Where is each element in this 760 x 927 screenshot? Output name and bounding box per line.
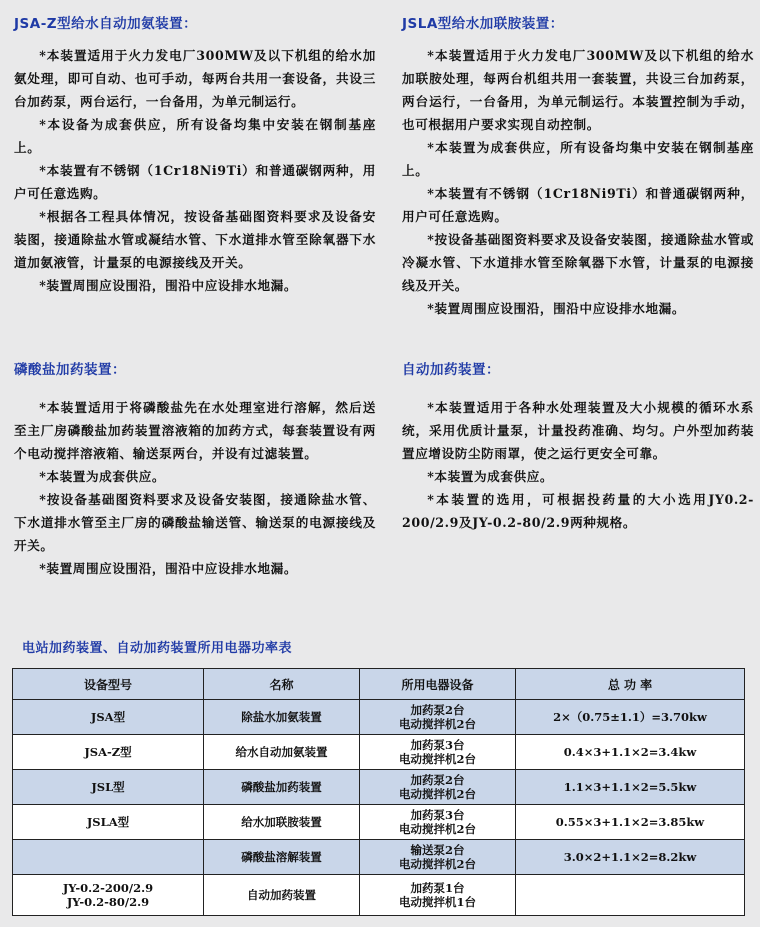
- cell-model: [13, 840, 204, 875]
- paragraph: *本装置适用于将磷酸盐先在水处理室进行溶解，然后送至主厂房磷酸盐加药装置溶液箱的加药方式，每套装置设有两个电动搅拌溶液箱、输送泵两台，并设有过滤装置。: [14, 400, 376, 461]
- section-jsla: [402, 12, 754, 320]
- power-table: [12, 668, 745, 916]
- equip-line: 电动搅拌机2台: [398, 787, 476, 801]
- cell-equipment: [360, 805, 516, 840]
- cell-name: 给水自动加氨装置: [204, 735, 360, 770]
- cell-equipment: [360, 700, 516, 735]
- cell-equipment: [360, 875, 516, 916]
- equip-line: 加药泵3台: [410, 738, 465, 752]
- paragraph: *按设备基础图资料要求及设备安装图，接通除盐水管或冷凝水管、下水道排水管至除氧器下水管，计量泵的电源接线及开关。: [402, 232, 754, 293]
- cell-model: JSLA型: [13, 805, 204, 840]
- header-equipment: 所用电器设备: [360, 669, 516, 700]
- section-title: JSA-Z型给水自动加氨装置：: [14, 16, 198, 32]
- paragraph: *本装置有不锈钢（1Cr18Ni9Ti）和普通碳钢两种，用户可任意选购。: [14, 163, 376, 201]
- cell-power: 3.0×2+1.1×2=8.2kw: [516, 840, 745, 875]
- paragraph: *本装置适用于各种水处理装置及大小规模的循环水系统，采用优质计量泵，计量投药准确、均匀。户外型加药装置应增设防尘防雨罩，使之运行更安全可靠。: [402, 400, 754, 461]
- cell-name: 自动加药装置: [204, 875, 360, 916]
- paragraph: *本装置适用于火力发电厂300MW及以下机组的给水加氨处理，即可自动、也可手动，每两台共用一套设备，共设三台加药泵，两台运行，一台备用，为单元制运行。: [14, 48, 376, 109]
- paragraph: *本装置为成套供应，所有设备均集中安装在钢制基座上。: [402, 140, 754, 178]
- table-row: [13, 875, 745, 916]
- cell-name: 磷酸盐溶解装置: [204, 840, 360, 875]
- table-row: [13, 735, 745, 770]
- paragraph: *按设备基础图资料要求及设备安装图，接通除盐水管、下水道排水管至主厂房的磷酸盐输送管、输送泵的电源接线及开关。: [14, 492, 376, 553]
- cell-equipment: [360, 735, 516, 770]
- section-auto-dosing: [402, 358, 754, 534]
- paragraph: *本装置为成套供应。: [39, 469, 166, 484]
- equip-line: 加药泵3台: [410, 808, 465, 822]
- paragraph: *本装置有不锈钢（1Cr18Ni9Ti）和普通碳钢两种，用户可任意选购。: [402, 186, 754, 224]
- header-power: 总 功 率: [516, 669, 745, 700]
- equip-line: 输送泵2台: [410, 843, 465, 857]
- equip-line: 加药泵2台: [410, 773, 465, 787]
- cell-power: 0.55×3+1.1×2=3.85kw: [516, 805, 745, 840]
- paragraph: *本装置适用于火力发电厂300MW及以下机组的给水加联胺处理，每两台机组共用一套装置，共设三台加药泵，两台运行，一台备用，为单元制运行。本装置控制为手动，也可根据用户要求实现自动控制。: [402, 48, 754, 132]
- header-name: 名称: [204, 669, 360, 700]
- table-row: [13, 805, 745, 840]
- paragraph: *本装置的选用，可根据投药量的大小选用JY0.2-200/2.9及JY-0.2-80/2.9两种规格。: [402, 492, 754, 530]
- cell-power: 2×（0.75±1.1）=3.70kw: [516, 700, 745, 735]
- section-title: 自动加药装置：: [402, 362, 500, 378]
- cell-model: [13, 875, 204, 916]
- cell-model: JSL型: [13, 770, 204, 805]
- model-line: JY-0.2-80/2.9: [66, 895, 150, 909]
- paragraph: *装置周围应设围沿，围沿中应设排水地漏。: [427, 301, 686, 316]
- equip-line: 电动搅拌机2台: [398, 752, 476, 766]
- cell-name: 给水加联胺装置: [204, 805, 360, 840]
- equip-line: 加药泵2台: [410, 703, 465, 717]
- cell-model: JSA型: [13, 700, 204, 735]
- cell-power: 0.4×3+1.1×2=3.4kw: [516, 735, 745, 770]
- table-row: [13, 840, 745, 875]
- cell-equipment: [360, 770, 516, 805]
- cell-power: 1.1×3+1.1×2=5.5kw: [516, 770, 745, 805]
- paragraph: *装置周围应设围沿，围沿中应设排水地漏。: [39, 278, 298, 293]
- section-title: 磷酸盐加药装置：: [14, 362, 126, 378]
- table-header-row: [13, 669, 745, 700]
- header-model: 设备型号: [13, 669, 204, 700]
- equip-line: 电动搅拌机2台: [398, 822, 476, 836]
- cell-power: [516, 875, 745, 916]
- cell-name: 除盐水加氨装置: [204, 700, 360, 735]
- table-row: [13, 700, 745, 735]
- cell-model: JSA-Z型: [13, 735, 204, 770]
- cell-name: 磷酸盐加药装置: [204, 770, 360, 805]
- paragraph: *装置周围应设围沿，围沿中应设排水地漏。: [39, 561, 298, 576]
- model-line: JY-0.2-200/2.9: [62, 881, 154, 895]
- section-title: JSLA型给水加联胺装置：: [402, 16, 564, 32]
- cell-equipment: [360, 840, 516, 875]
- equip-line: 电动搅拌机2台: [398, 717, 476, 731]
- paragraph: *本装置为成套供应。: [427, 469, 554, 484]
- equip-line: 加药泵1台: [410, 881, 465, 895]
- table-row: [13, 770, 745, 805]
- equip-line: 电动搅拌机1台: [398, 895, 476, 909]
- section-phosphate: [14, 358, 376, 580]
- section-jsa-z: [14, 12, 376, 297]
- table-title: 电站加药装置、自动加药装置所用电器功率表: [22, 641, 293, 656]
- paragraph: *本设备为成套供应，所有设备均集中安装在钢制基座上。: [14, 117, 376, 155]
- paragraph: *根据各工程具体情况，按设备基础图资料要求及设备安装图，接通除盐水管或凝结水管、下水道排水管至除氧器下水道加氨液管，计量泵的电源接线及开关。: [14, 209, 376, 270]
- equip-line: 电动搅拌机2台: [398, 857, 476, 871]
